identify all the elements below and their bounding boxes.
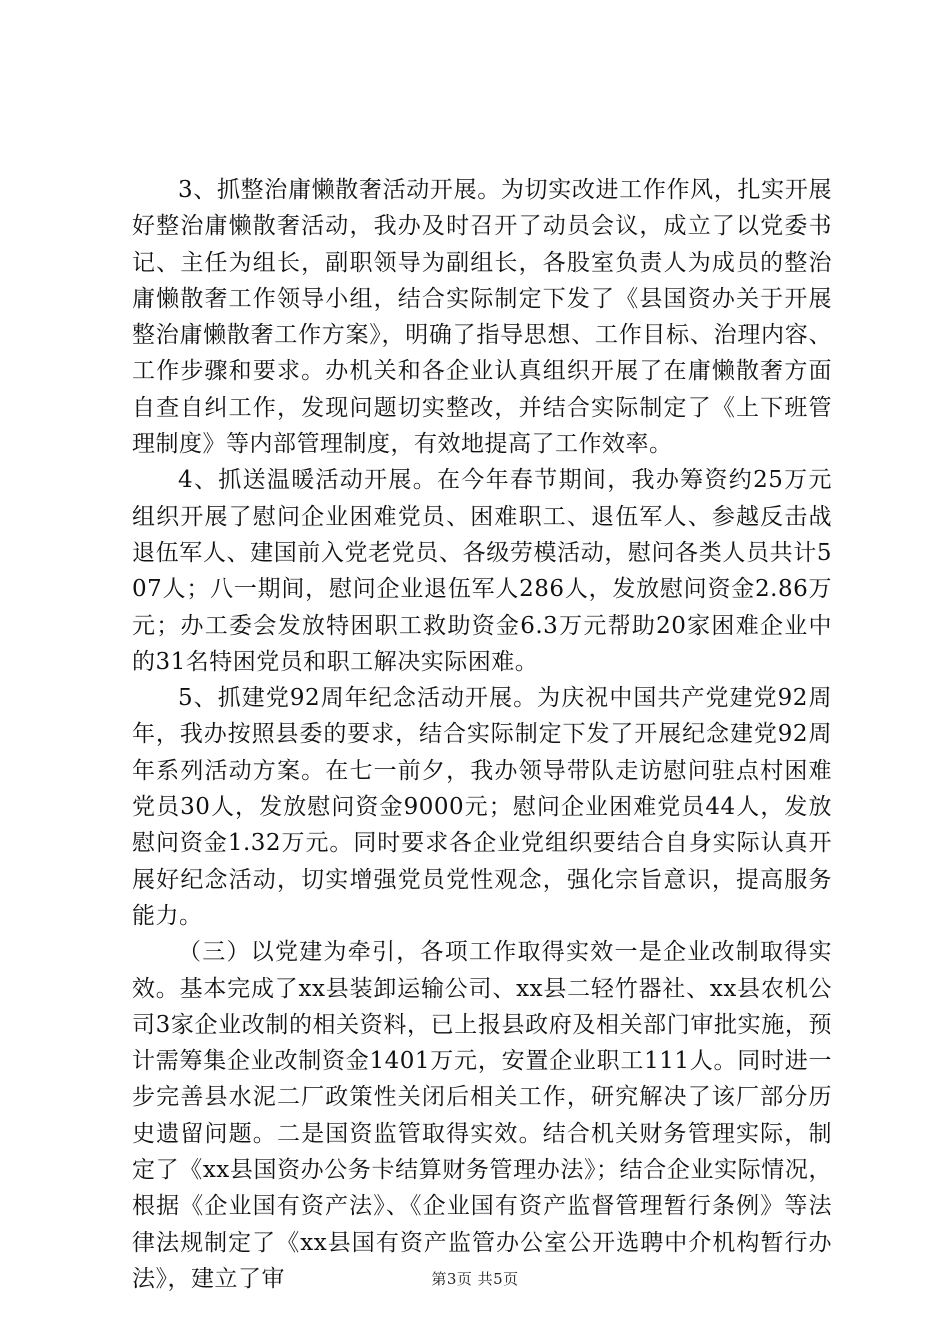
paragraph-item-3: 3、抓整治庸懒散奢活动开展。为切实改进工作作风，扎实开展好整治庸懒散奢活动，我办及时召开了动员会议，成立了以党委书记、主任为组长，副职领导为副组长，各股室负责人为成员的整治庸懒散奢工作领导小组，结合实际制定下发了《县国资办关于开展整治庸懒散奢工作方案》，明确了指导思想、工作目标、治理内容、工作步骤和要求。办机关和各企业认真组织开展了在庸懒散奢方面自查自纠工作，发现问题切实整改，并结合实际制定了《上下班管理制度》等内部管理制度，有效地提高了工作效率。 [132, 177, 832, 458]
paragraph-item-5: 5、抓建党92周年纪念活动开展。为庆祝中国共产党建党92周年，我办按照县委的要求，结合实际制定下发了开展纪念建党92周年系列活动方案。在七一前夕，我办领导带队走访慰问驻点村困难党员30人，发放慰问资金9000元；慰问企业困难党员44人，发放慰问资金1.32万元。同时要求各企业党组织要结合自身实际认真开展好纪念活动，切实增强党员党性观念，强化宗旨意识，提高服务能力。 [132, 685, 832, 929]
document-body [132, 172, 832, 1297]
paragraph-section-3: （三）以党建为牵引，各项工作取得实效一是企业改制取得实效。基本完成了xx县装卸运输公司、xx县二轻竹器社、xx县农机公司3家企业改制的相关资料，已上报县政府及相关部门审批实施，预计需筹集企业改制资金1401万元，安置企业职工111人。同时进一步完善县水泥二厂政策性关闭后相关工作，研究解决了该厂部分历史遗留问题。二是国资监管取得实效。结合机关财务管理实际，制定了《xx县国资办公务卡结算财务管理办法》；结合企业实际情况，根据《企业国有资产法》、《企业国有资产监督管理暂行条例》等法律法规制定了《xx县国有资产监管办公室公开选聘中介机构暂行办法》，建立了审 [132, 939, 832, 1292]
page-footer: 第3页 共5页 [431, 1270, 519, 1288]
paragraph-item-4: 4、抓送温暖活动开展。在今年春节期间，我办筹资约25万元组织开展了慰问企业困难党员、困难职工、退伍军人、参越反击战退伍军人、建国前入党老党员、各级劳模活动，慰问各类人员共计507人；八一期间，慰问企业退伍军人286人，发放慰问资金2.86万元；办工委会发放特困职工救助资金6.3万元帮助20家困难企业中的31名特困党员和职工解决实际困难。 [132, 467, 832, 675]
